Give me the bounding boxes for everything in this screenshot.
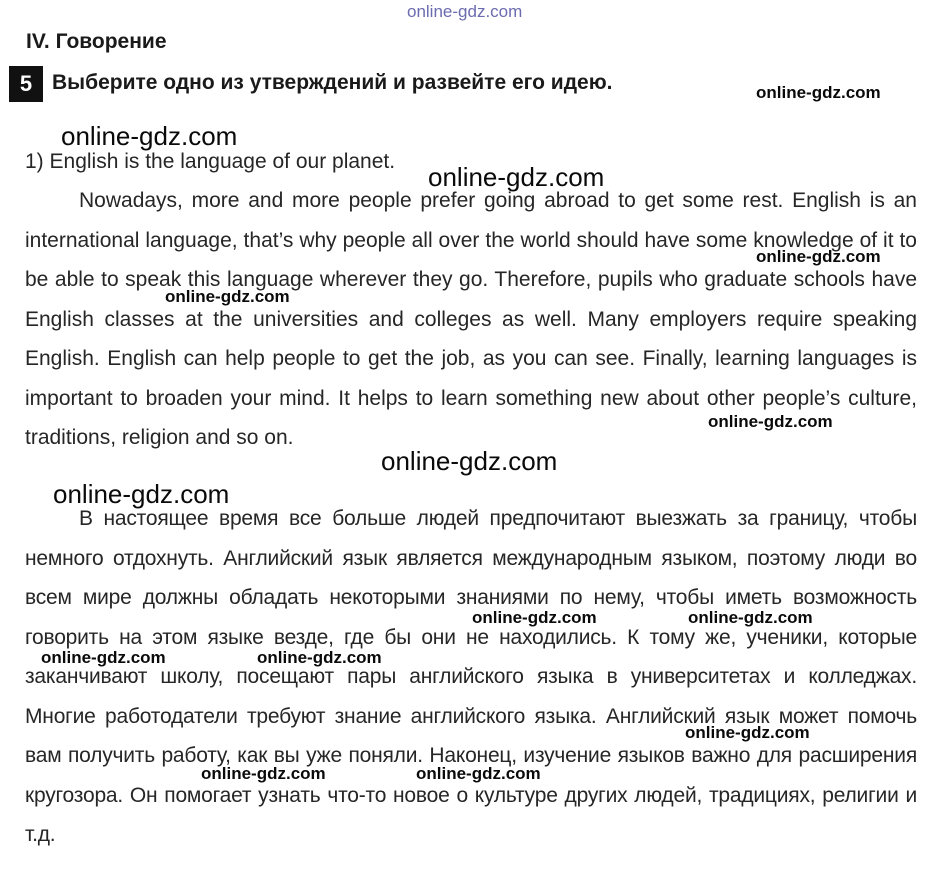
watermark: online-gdz.com bbox=[381, 446, 558, 476]
russian-translation-paragraph: В настоящее время все больше людей предпочитают выезжать за границу, чтобы немного отдохнуть. Английский язык является международным языком, поэтому люди во всем мире должны обладать некоторыми знаниями по нему, чтобы иметь возможность говорить на этом языке везде, где бы они не находились. К тому же, ученики, которые заканчивают школу, посещают пары английского языка в университетах и колледжах. Многие работодатели требуют знание английского языка. Английский язык может помочь вам получить работу, как вы уже поняли. Наконец, изучение языков важно для расширения кругозора. Он помогает узнать что-то новое о культуре других людей, традициях, религии и т.д. bbox=[25, 507, 917, 846]
watermark: online-gdz.com bbox=[756, 247, 881, 266]
watermark: online-gdz.com bbox=[53, 479, 230, 509]
watermark: online-gdz.com bbox=[756, 83, 881, 102]
watermark-top: online-gdz.com bbox=[407, 2, 523, 21]
watermark: online-gdz.com bbox=[472, 608, 597, 627]
watermark: online-gdz.com bbox=[708, 412, 833, 431]
watermark: online-gdz.com bbox=[257, 648, 382, 667]
topic-statement: 1) English is the language of our planet. bbox=[25, 150, 396, 173]
watermark: online-gdz.com bbox=[61, 121, 238, 151]
watermark: online-gdz.com bbox=[685, 723, 810, 742]
watermark: online-gdz.com bbox=[416, 764, 541, 783]
task-number-badge: 5 bbox=[9, 66, 43, 102]
section-title: IV. Говорение bbox=[26, 30, 167, 53]
watermark: online-gdz.com bbox=[41, 648, 166, 667]
english-essay-paragraph: Nowadays, more and more people prefer going abroad to get some rest. English is an international language, that’s why people all over the world should have some knowledge of it to be able to speak this language wherever they go. Therefore, pupils who graduate schools have English classes at the universities and colleges as well. Many employers require speaking English. English can help people to get the job, as you can see. Finally, learning languages is important to broaden your mind. It helps to learn something new about other people’s culture, traditions, religion and so on. bbox=[25, 189, 917, 449]
watermark: online-gdz.com bbox=[165, 287, 290, 306]
task-instruction: Выберите одно из утверждений и развейте его идею. bbox=[52, 71, 613, 94]
watermark: online-gdz.com bbox=[201, 764, 326, 783]
watermark: online-gdz.com bbox=[688, 608, 813, 627]
watermark: online-gdz.com bbox=[428, 162, 605, 192]
